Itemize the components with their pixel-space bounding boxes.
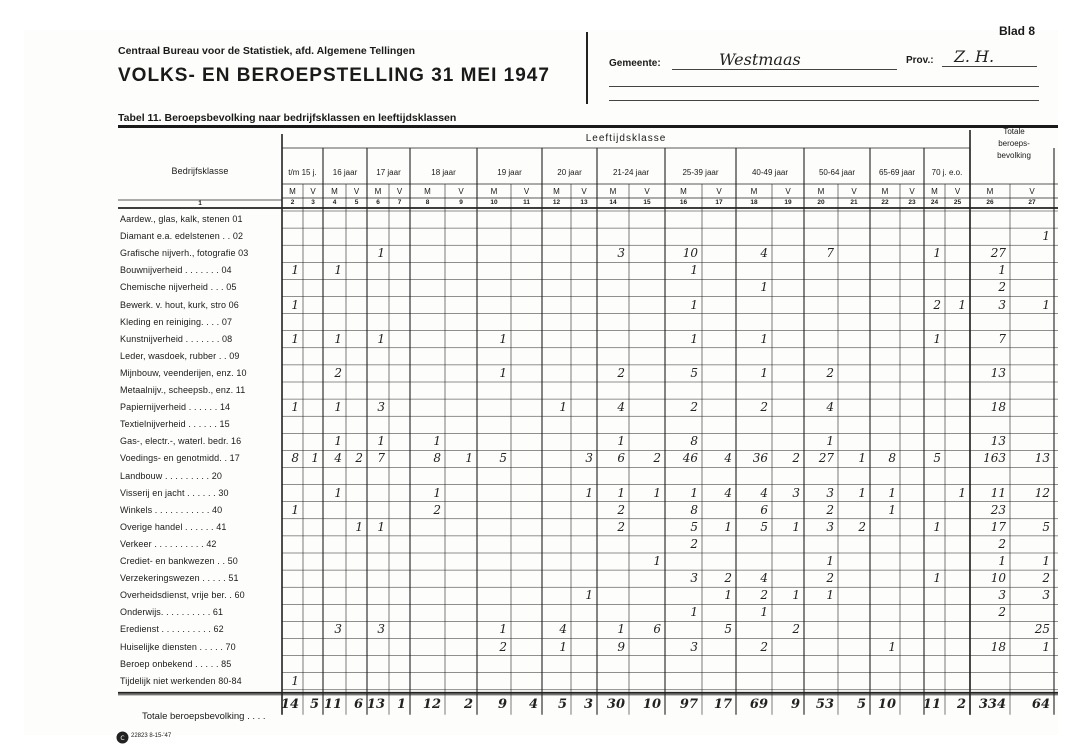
category-label: Onderwijs. . . . . . . . . . 61 xyxy=(120,607,224,618)
sex-label: M xyxy=(609,187,617,196)
data-cell: 7 xyxy=(998,331,1006,346)
total-cell: 11 xyxy=(323,696,342,712)
category-label: Mijnbouw, veenderijen, enz. 10 xyxy=(120,367,247,378)
data-cell: 8 xyxy=(690,434,698,449)
data-cell: 9 xyxy=(617,639,625,654)
category-label: Diamant e.a. edelstenen . . 02 xyxy=(120,231,244,242)
data-cell: 1 xyxy=(933,519,941,534)
data-cell: 1 xyxy=(585,485,593,500)
data-cell: 3 xyxy=(377,622,385,637)
data-cell: 4 xyxy=(760,571,768,586)
data-cell: 2 xyxy=(334,365,342,380)
data-cell: 2 xyxy=(724,571,732,586)
total-cell: 64 xyxy=(1031,696,1050,712)
sex-label: V xyxy=(954,187,961,196)
data-cell: 5 xyxy=(1042,519,1050,534)
sex-label: V xyxy=(353,187,360,196)
column-number: 11 xyxy=(523,199,530,206)
data-cell: 3 xyxy=(377,400,385,415)
sex-label: V xyxy=(458,187,464,196)
column-number: 16 xyxy=(679,199,688,206)
data-cell: 1 xyxy=(617,622,625,637)
sex-label: V xyxy=(523,187,530,196)
category-label: Grafische nijverh., fotografie 03 xyxy=(120,248,249,259)
total-cell: 69 xyxy=(749,696,768,712)
sex-label: V xyxy=(310,187,316,196)
data-cell: 4 xyxy=(617,400,625,415)
age-class-header: Leeftijdsklasse xyxy=(585,133,667,144)
category-label: Kunstnijverheid . . . . . . . 08 xyxy=(120,333,233,344)
data-cell: 4 xyxy=(760,246,768,261)
total-cell: 13 xyxy=(366,696,385,712)
data-cell: 2 xyxy=(792,622,800,637)
category-label: Crediet- en bankwezen . . 50 xyxy=(120,556,238,566)
sex-label: M xyxy=(931,187,938,196)
category-label: Beroep onbekend . . . . . 85 xyxy=(120,658,232,669)
category-label: Bouwnijverheid . . . . . . . 04 xyxy=(120,265,232,276)
age-group-label: 17 jaar xyxy=(376,168,401,177)
data-cell: 2 xyxy=(760,588,768,603)
sex-label: M xyxy=(680,187,687,196)
data-cell: 1 xyxy=(617,485,625,500)
data-cell: 1 xyxy=(334,400,342,415)
print-code: 22823 8-15-'47 xyxy=(131,733,172,739)
data-cell: 1 xyxy=(559,639,567,654)
sex-label: M xyxy=(374,187,382,196)
data-cell: 1 xyxy=(377,246,385,261)
age-group-label: 18 jaar xyxy=(431,168,456,177)
data-cell: 6 xyxy=(617,451,625,466)
sex-label: V xyxy=(851,187,857,196)
category-label: Aardew., glas, kalk, stenen 01 xyxy=(120,214,243,224)
total-cell: 6 xyxy=(353,696,363,712)
category-label: Visserij en jacht . . . . . . 30 xyxy=(120,487,229,498)
sex-label: V xyxy=(396,187,403,196)
data-cell: 1 xyxy=(760,605,768,620)
data-cell: 1 xyxy=(433,485,441,500)
data-cell: 2 xyxy=(792,451,800,466)
data-cell: 2 xyxy=(826,502,834,517)
census-title: VOLKS- EN BEROEPSTELLING 31 MEI 1947 xyxy=(118,65,550,86)
column-number: 7 xyxy=(397,199,402,206)
total-header-line: beroeps- xyxy=(998,139,1030,148)
column-number: 12 xyxy=(552,199,561,206)
total-header-line: bevolking xyxy=(997,151,1031,160)
data-cell: 2 xyxy=(760,639,768,654)
data-cell: 2 xyxy=(690,400,698,415)
category-label: Gas-, electr.-, waterl. bedr. 16 xyxy=(120,436,242,447)
age-group-label: 50-64 jaar xyxy=(818,168,856,177)
data-cell: 2 xyxy=(355,451,363,466)
data-cell: 4 xyxy=(559,622,567,637)
total-cell: 5 xyxy=(309,696,319,712)
total-cell: 2 xyxy=(463,696,473,712)
data-cell: 1 xyxy=(291,331,299,346)
category-label: Verzekeringswezen . . . . . 51 xyxy=(120,573,239,584)
age-group-label: 20 jaar xyxy=(557,168,582,177)
data-cell: 1 xyxy=(355,519,363,534)
data-cell: 3 xyxy=(617,246,625,261)
data-cell: 3 xyxy=(690,571,698,586)
census-sheet xyxy=(24,24,1058,742)
column-number: 1 xyxy=(198,200,202,207)
data-cell: 1 xyxy=(690,263,698,278)
data-cell: 1 xyxy=(690,297,698,312)
data-cell: 1 xyxy=(465,451,473,466)
sex-label: M xyxy=(553,187,560,196)
column-number: 24 xyxy=(930,199,939,206)
data-cell: 1 xyxy=(559,400,567,415)
data-cell: 3 xyxy=(334,622,342,637)
data-cell: 2 xyxy=(617,519,625,534)
data-cell: 1 xyxy=(334,331,342,346)
category-label: Landbouw . . . . . . . . . 20 xyxy=(120,470,222,481)
data-cell: 1 xyxy=(724,519,732,534)
data-cell: 1 xyxy=(1042,639,1050,654)
data-cell: 46 xyxy=(682,451,698,466)
data-cell: 1 xyxy=(499,331,507,346)
data-cell: 1 xyxy=(377,331,385,346)
data-cell: 6 xyxy=(653,622,661,637)
data-cell: 3 xyxy=(998,588,1006,603)
category-label: Verkeer . . . . . . . . . . 42 xyxy=(120,538,217,549)
data-cell: 7 xyxy=(826,246,834,261)
sex-label: M xyxy=(881,187,889,196)
category-label: Overige handel . . . . . . 41 xyxy=(120,521,227,532)
data-cell: 10 xyxy=(682,246,698,261)
data-cell: 8 xyxy=(433,451,441,466)
data-cell: 18 xyxy=(990,400,1006,415)
column-number: 14 xyxy=(609,199,617,206)
data-cell: 2 xyxy=(826,365,834,380)
category-label: Chemische nijverheid . . . 05 xyxy=(120,282,237,293)
age-group-label: t/m 15 j. xyxy=(288,168,317,177)
total-cell: 30 xyxy=(606,696,625,712)
data-cell: 25 xyxy=(1034,622,1050,637)
data-cell: 1 xyxy=(585,588,593,603)
svg-text:C: C xyxy=(120,735,125,742)
sex-label: V xyxy=(909,187,915,196)
data-cell: 2 xyxy=(998,605,1006,620)
total-cell: 5 xyxy=(557,696,567,712)
column-number: 3 xyxy=(311,199,315,206)
table-title: Tabel 11. Beroepsbevolking naar bedrijfsklassen en leeftijdsklassen xyxy=(118,112,457,124)
category-label: Papiernijverheid . . . . . . 14 xyxy=(120,402,231,413)
sex-label: M xyxy=(750,187,758,196)
data-cell: 1 xyxy=(858,451,866,466)
sex-label: V xyxy=(581,187,587,196)
total-cell: 3 xyxy=(583,696,593,712)
column-number: 18 xyxy=(750,199,758,206)
age-group-label: 21-24 jaar xyxy=(612,168,650,177)
data-cell: 163 xyxy=(983,451,1006,466)
data-cell: 17 xyxy=(990,519,1006,534)
data-cell: 5 xyxy=(933,451,941,466)
data-cell: 5 xyxy=(499,451,507,466)
data-cell: 1 xyxy=(291,673,299,688)
data-cell: 13 xyxy=(990,434,1006,449)
age-group-label: 25-39 jaar xyxy=(682,168,719,177)
data-cell: 3 xyxy=(826,485,834,500)
data-cell: 3 xyxy=(792,485,800,500)
data-cell: 2 xyxy=(760,400,768,415)
column-number: 20 xyxy=(817,199,825,206)
sex-label: M xyxy=(490,187,498,196)
total-cell: 53 xyxy=(815,696,834,712)
total-cell: 97 xyxy=(679,696,698,712)
data-cell: 4 xyxy=(724,485,732,500)
column-number: 9 xyxy=(459,199,463,206)
data-cell: 1 xyxy=(888,485,896,500)
data-cell: 1 xyxy=(1042,554,1050,568)
data-cell: 1 xyxy=(760,331,768,346)
data-cell: 2 xyxy=(858,519,866,534)
data-cell: 1 xyxy=(888,639,896,654)
data-cell: 1 xyxy=(998,554,1006,568)
column-number: 23 xyxy=(908,199,916,206)
category-label: Bewerk. v. hout, kurk, stro 06 xyxy=(120,299,239,310)
data-cell: 1 xyxy=(826,434,834,449)
data-cell: 23 xyxy=(990,502,1006,517)
data-cell: 1 xyxy=(291,297,299,312)
data-cell: 5 xyxy=(760,519,768,534)
data-cell: 5 xyxy=(690,365,698,380)
category-label: Leder, wasdoek, rubber . . 09 xyxy=(120,350,240,361)
data-cell: 3 xyxy=(585,451,593,466)
column-number: 8 xyxy=(425,199,430,206)
data-cell: 1 xyxy=(998,263,1006,278)
province-label: Prov.: xyxy=(906,55,934,66)
data-cell: 1 xyxy=(858,485,866,500)
category-label: Eredienst . . . . . . . . . . 62 xyxy=(120,624,224,635)
column-number: 27 xyxy=(1028,199,1036,206)
total-cell: 14 xyxy=(280,696,299,712)
data-cell: 8 xyxy=(291,451,299,466)
gemeente-label: Gemeente: xyxy=(609,58,661,69)
data-cell: 4 xyxy=(826,400,834,415)
data-cell: 3 xyxy=(826,519,834,534)
data-cell: 2 xyxy=(617,365,625,380)
gemeente-value: Westmaas xyxy=(719,50,801,69)
data-cell: 1 xyxy=(826,554,834,568)
column-number: 21 xyxy=(850,199,858,206)
total-cell: 5 xyxy=(856,696,866,712)
data-cell: 8 xyxy=(690,502,698,517)
data-cell: 1 xyxy=(690,331,698,346)
data-cell: 1 xyxy=(888,502,896,517)
column-number: 6 xyxy=(376,199,380,206)
sheet-number: Blad 8 xyxy=(999,24,1036,38)
sex-label: M xyxy=(331,187,338,196)
data-cell: 36 xyxy=(752,451,768,466)
total-cell: 11 xyxy=(922,696,941,712)
total-cell: 10 xyxy=(877,696,896,712)
data-cell: 1 xyxy=(377,434,385,449)
data-cell: 1 xyxy=(958,485,966,500)
data-cell: 27 xyxy=(818,451,834,466)
column-number: 22 xyxy=(881,199,889,206)
total-cell: 334 xyxy=(978,696,1006,712)
data-cell: 2 xyxy=(617,502,625,517)
column-number: 2 xyxy=(290,199,295,206)
data-cell: 1 xyxy=(760,365,768,380)
data-cell: 12 xyxy=(1034,485,1050,500)
data-cell: 1 xyxy=(792,519,800,534)
total-cell: 9 xyxy=(497,696,507,712)
data-cell: 1 xyxy=(933,331,941,346)
data-cell: 10 xyxy=(990,571,1006,586)
data-cell: 27 xyxy=(990,246,1006,261)
data-cell: 1 xyxy=(933,571,941,586)
data-cell: 1 xyxy=(760,280,768,295)
total-cell: 4 xyxy=(528,696,538,712)
data-cell: 1 xyxy=(1042,297,1050,312)
column-number: 17 xyxy=(715,199,723,206)
data-cell: 1 xyxy=(499,622,507,637)
data-cell: 2 xyxy=(998,536,1006,551)
data-cell: 3 xyxy=(998,297,1006,312)
category-label: Voedings- en genotmidd. . 17 xyxy=(120,453,240,464)
data-cell: 2 xyxy=(433,502,441,517)
total-cell: 9 xyxy=(790,696,800,712)
data-cell: 1 xyxy=(653,485,661,500)
data-cell: 13 xyxy=(1034,451,1050,466)
data-cell: 1 xyxy=(499,365,507,380)
column-number: 15 xyxy=(643,199,651,206)
age-group-label: 16 jaar xyxy=(332,168,358,177)
category-label: Kleding en reiniging. . . . 07 xyxy=(120,316,233,327)
data-cell: 2 xyxy=(998,280,1006,295)
data-cell: 4 xyxy=(724,451,732,466)
column-number: 26 xyxy=(986,199,994,206)
data-cell: 1 xyxy=(291,502,299,517)
totals-row-label: Totale beroepsbevolking . . . . xyxy=(142,711,266,722)
sex-label: V xyxy=(1029,187,1035,196)
data-cell: 1 xyxy=(291,400,299,415)
total-cell: 2 xyxy=(956,696,966,712)
category-label: Textielnijverheid . . . . . . 15 xyxy=(120,419,230,430)
data-cell: 1 xyxy=(724,588,732,603)
category-label: Huiselijke diensten . . . . . 70 xyxy=(120,641,236,652)
data-cell: 1 xyxy=(291,263,299,278)
data-cell: 1 xyxy=(653,554,661,568)
data-cell: 5 xyxy=(724,622,732,637)
data-cell: 2 xyxy=(690,536,698,551)
province-value: Z. H. xyxy=(954,47,995,66)
category-header: Bedrijfsklasse xyxy=(171,166,229,176)
age-group-label: 65-69 jaar xyxy=(878,168,916,177)
column-number: 10 xyxy=(490,199,498,206)
data-cell: 2 xyxy=(933,297,941,312)
category-label: Winkels . . . . . . . . . . . 40 xyxy=(120,504,223,515)
data-cell: 2 xyxy=(499,639,507,654)
data-cell: 1 xyxy=(933,246,941,261)
data-cell: 4 xyxy=(760,485,768,500)
data-cell: 1 xyxy=(826,588,834,603)
data-cell: 18 xyxy=(990,639,1006,654)
column-number: 5 xyxy=(354,199,359,206)
data-cell: 1 xyxy=(334,434,342,449)
data-cell: 1 xyxy=(334,263,342,278)
column-number: 25 xyxy=(953,199,962,206)
column-number: 13 xyxy=(580,199,588,206)
data-cell: 1 xyxy=(433,434,441,449)
data-cell: 1 xyxy=(377,519,385,534)
sex-label: M xyxy=(289,187,296,196)
printer-seal-icon xyxy=(116,731,129,749)
data-cell: 8 xyxy=(888,451,896,466)
data-cell: 1 xyxy=(792,588,800,603)
data-cell: 11 xyxy=(990,485,1006,500)
category-label: Tijdelijk niet werkenden 80-84 xyxy=(120,675,242,686)
age-group-label: 40-49 jaar xyxy=(751,168,789,177)
total-cell: 10 xyxy=(642,696,661,712)
column-number: 4 xyxy=(332,199,337,206)
data-cell: 1 xyxy=(334,485,342,500)
data-cell: 1 xyxy=(690,485,698,500)
data-cell: 13 xyxy=(990,365,1006,380)
age-group-label: 70 j. e.o. xyxy=(931,168,963,177)
sex-label: V xyxy=(785,187,791,196)
total-cell: 1 xyxy=(396,696,406,712)
category-label: Overheidsdienst, vrije ber. . 60 xyxy=(120,590,245,601)
data-cell: 7 xyxy=(377,451,385,466)
sex-label: V xyxy=(644,187,650,196)
data-cell: 3 xyxy=(1042,588,1050,603)
data-cell: 1 xyxy=(311,451,319,466)
data-cell: 4 xyxy=(334,451,342,466)
data-cell: 2 xyxy=(826,571,834,586)
data-cell: 5 xyxy=(690,519,698,534)
data-cell: 2 xyxy=(653,451,661,466)
sex-label: M xyxy=(986,187,994,196)
data-cell: 1 xyxy=(617,434,625,449)
data-cell: 1 xyxy=(1042,229,1050,244)
data-cell: 1 xyxy=(958,297,966,312)
data-cell: 6 xyxy=(760,502,768,517)
data-cell: 3 xyxy=(690,639,698,654)
total-cell: 12 xyxy=(422,696,441,712)
data-cell: 1 xyxy=(690,605,698,620)
sex-label: V xyxy=(716,187,722,196)
total-header-line: Totale xyxy=(1003,127,1025,136)
data-cell: 2 xyxy=(1042,571,1050,586)
sex-label: M xyxy=(817,187,825,196)
organization-name: Centraal Bureau voor de Statistiek, afd. Algemene Tellingen xyxy=(118,45,415,57)
column-number: 19 xyxy=(784,199,792,206)
age-group-label: 19 jaar xyxy=(497,168,522,177)
category-label: Metaalnijv., scheepsb., enz. 11 xyxy=(120,385,246,395)
total-cell: 17 xyxy=(713,696,732,712)
sex-label: M xyxy=(424,187,431,196)
